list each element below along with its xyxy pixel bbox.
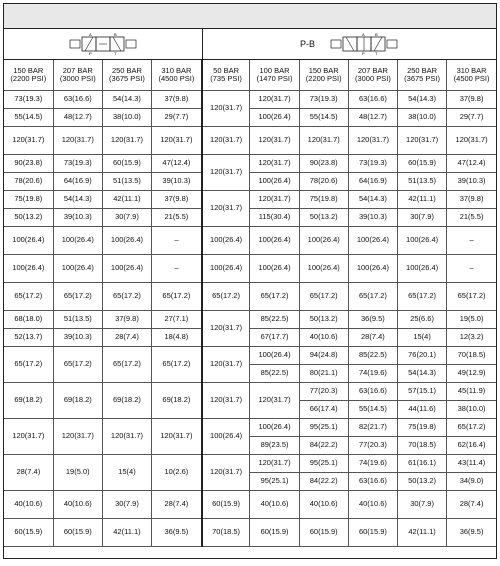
- table-cell: 100(26.4): [250, 255, 299, 283]
- table-row: [4, 173, 496, 191]
- port-label-p-b: P-B: [299, 39, 315, 49]
- table-cell: 120(31.7): [202, 383, 250, 419]
- table-cell: –: [152, 255, 202, 283]
- table-cell: 73(19.3): [53, 155, 102, 173]
- table-cell: 34(9.0): [447, 473, 496, 491]
- table-cell: 69(18.2): [102, 383, 151, 419]
- table-cell: 120(31.7): [447, 127, 496, 155]
- table-cell: 48(12.7): [348, 109, 397, 127]
- table-cell: 84(22.2): [299, 473, 348, 491]
- table-cell: 120(31.7): [53, 419, 102, 455]
- table-cell: 120(31.7): [202, 347, 250, 383]
- table-cell: 39(10.3): [447, 173, 496, 191]
- table-cell: 120(31.7): [202, 455, 250, 491]
- table-cell: 19(5.0): [53, 455, 102, 491]
- table-cell: 45(11.9): [447, 383, 496, 401]
- table-cell: 69(18.2): [53, 383, 102, 419]
- table-cell: 100(26.4): [102, 227, 151, 255]
- table-cell: 15(4): [102, 455, 151, 491]
- table-cell: 90(23.8): [299, 155, 348, 173]
- table-cell: 55(14.5): [299, 109, 348, 127]
- table-cell: 65(17.2): [152, 283, 202, 311]
- table-cell: 25(6.6): [398, 311, 447, 329]
- flow-rate-table: [4, 60, 496, 547]
- table-cell: 65(17.2): [250, 283, 299, 311]
- left-valve-group: [4, 29, 203, 59]
- table-cell: 28(7.4): [102, 329, 151, 347]
- table-cell: 65(17.2): [4, 283, 53, 311]
- table-cell: 50(13.2): [4, 209, 53, 227]
- table-cell: 28(7.4): [4, 455, 53, 491]
- table-cell: 60(15.9): [348, 519, 397, 547]
- table-cell: 95(25.1): [299, 455, 348, 473]
- table-cell: 120(31.7): [4, 127, 53, 155]
- table-cell: 75(19.8): [398, 419, 447, 437]
- table-cell: 39(10.3): [53, 329, 102, 347]
- table-cell: 63(16.6): [348, 383, 397, 401]
- table-cell: 54(14.3): [102, 91, 151, 109]
- table-cell: 37(9.8): [152, 191, 202, 209]
- table-cell: 42(11.1): [398, 519, 447, 547]
- table-row: [4, 519, 496, 547]
- table-cell: 63(16.6): [53, 91, 102, 109]
- table-cell: 42(11.1): [398, 191, 447, 209]
- table-cell: 39(10.3): [152, 173, 202, 191]
- table-cell: 70(18.5): [447, 347, 496, 365]
- table-cell: 65(17.2): [447, 419, 496, 437]
- table-cell: 38(10.0): [398, 109, 447, 127]
- table-cell: 63(16.6): [348, 91, 397, 109]
- table-cell: 62(16.4): [447, 437, 496, 455]
- table-cell: 39(10.3): [348, 209, 397, 227]
- table-cell: 42(11.1): [102, 191, 151, 209]
- table-cell: 40(10.6): [250, 491, 299, 519]
- valve-symbol-icon: [68, 33, 138, 55]
- table-cell: 120(31.7): [202, 127, 250, 155]
- table-cell: 66(17.4): [299, 401, 348, 419]
- table-cell: 67(17.7): [250, 329, 299, 347]
- table-cell: 120(31.7): [53, 127, 102, 155]
- table-cell: 65(17.2): [53, 347, 102, 383]
- table-cell: 100(26.4): [299, 227, 348, 255]
- table-cell: 64(16.9): [53, 173, 102, 191]
- table-cell: 40(10.6): [53, 491, 102, 519]
- table-cell: 65(17.2): [299, 283, 348, 311]
- table-cell: 120(31.7): [250, 127, 299, 155]
- table-cell: 51(13.5): [53, 311, 102, 329]
- table-cell: 60(15.9): [4, 519, 53, 547]
- column-header: 100 BAR (1470 PSI): [250, 60, 299, 91]
- table-cell: 120(31.7): [250, 155, 299, 173]
- svg-text:P: P: [362, 51, 365, 55]
- table-cell: 30(7.9): [102, 491, 151, 519]
- table-cell: 120(31.7): [102, 419, 151, 455]
- table-cell: 69(18.2): [152, 383, 202, 419]
- table-cell: 48(12.7): [53, 109, 102, 127]
- table-cell: 73(19.3): [299, 91, 348, 109]
- table-cell: 100(26.4): [348, 255, 397, 283]
- table-cell: 89(23.5): [250, 437, 299, 455]
- table-cell: 100(26.4): [102, 255, 151, 283]
- table-cell: 100(26.4): [250, 347, 299, 365]
- table-cell: 120(31.7): [348, 127, 397, 155]
- table-cell: 100(26.4): [250, 173, 299, 191]
- table-cell: 28(7.4): [348, 329, 397, 347]
- table-cell: 95(25.1): [250, 473, 299, 491]
- table-cell: 100(26.4): [348, 227, 397, 255]
- table-cell: 47(12.4): [152, 155, 202, 173]
- table-cell: 120(31.7): [250, 455, 299, 473]
- table-cell: 120(31.7): [4, 419, 53, 455]
- table-cell: 76(20.1): [398, 347, 447, 365]
- right-valve-group: [203, 29, 496, 59]
- svg-text:B: B: [375, 33, 378, 37]
- table-cell: 100(26.4): [250, 109, 299, 127]
- table-cell: 100(26.4): [250, 227, 299, 255]
- table-cell: 85(22.5): [250, 311, 299, 329]
- flow-rate-table-frame: [3, 3, 497, 559]
- table-cell: 100(26.4): [53, 255, 102, 283]
- table-cell: 39(10.3): [53, 209, 102, 227]
- column-header: 310 BAR (4500 PSI): [447, 60, 496, 91]
- table-row: [4, 347, 496, 365]
- table-cell: 15(4): [398, 329, 447, 347]
- table-cell: 60(15.9): [202, 491, 250, 519]
- table-cell: 90(23.8): [4, 155, 53, 173]
- table-cell: 100(26.4): [250, 419, 299, 437]
- column-header: 207 BAR (3000 PSI): [348, 60, 397, 91]
- table-cell: 28(7.4): [447, 491, 496, 519]
- table-cell: 38(10.0): [102, 109, 151, 127]
- table-cell: 50(13.2): [299, 209, 348, 227]
- table-cell: 40(10.6): [348, 491, 397, 519]
- table-cell: 36(9.5): [152, 519, 202, 547]
- table-cell: 95(25.1): [299, 419, 348, 437]
- table-cell: 60(15.9): [53, 519, 102, 547]
- table-cell: 85(22.5): [348, 347, 397, 365]
- table-cell: 21(5.5): [447, 209, 496, 227]
- table-cell: 68(18.0): [4, 311, 53, 329]
- table-cell: 19(5.0): [447, 311, 496, 329]
- table-cell: 65(17.2): [102, 347, 151, 383]
- table-cell: 40(10.6): [299, 329, 348, 347]
- table-cell: 37(9.8): [447, 91, 496, 109]
- table-cell: 82(21.7): [348, 419, 397, 437]
- table-cell: 54(14.3): [348, 191, 397, 209]
- table-cell: 40(10.6): [4, 491, 53, 519]
- table-cell: 60(15.9): [250, 519, 299, 547]
- table-cell: 78(20.6): [4, 173, 53, 191]
- column-header: 150 BAR (2200 PSI): [4, 60, 53, 91]
- table-cell: 115(30.4): [250, 209, 299, 227]
- table-cell: 12(3.2): [447, 329, 496, 347]
- table-cell: 40(10.6): [299, 491, 348, 519]
- table-cell: 120(31.7): [152, 419, 202, 455]
- table-cell: 60(15.9): [299, 519, 348, 547]
- table-row: [4, 455, 496, 473]
- table-cell: 37(9.8): [102, 311, 151, 329]
- title-bar: [4, 4, 496, 29]
- table-cell: 100(26.4): [398, 255, 447, 283]
- table-cell: 75(19.8): [4, 191, 53, 209]
- table-cell: 120(31.7): [250, 383, 299, 419]
- table-row: [4, 329, 496, 347]
- table-cell: 120(31.7): [398, 127, 447, 155]
- table-row: [4, 209, 496, 227]
- table-cell: 85(22.5): [250, 365, 299, 383]
- table-cell: 10(2.6): [152, 455, 202, 491]
- table-cell: 21(5.5): [152, 209, 202, 227]
- table-cell: 57(15.1): [398, 383, 447, 401]
- table-row: [4, 283, 496, 311]
- table-cell: 29(7.7): [447, 109, 496, 127]
- table-row: [4, 255, 496, 283]
- column-header: 250 BAR (3675 PSI): [102, 60, 151, 91]
- table-cell: 100(26.4): [202, 227, 250, 255]
- column-header: 250 BAR (3675 PSI): [398, 60, 447, 91]
- table-cell: 100(26.4): [202, 419, 250, 455]
- table-cell: 100(26.4): [299, 255, 348, 283]
- table-cell: 100(26.4): [4, 255, 53, 283]
- table-cell: 100(26.4): [4, 227, 53, 255]
- table-cell: 65(17.2): [447, 283, 496, 311]
- svg-text:A: A: [362, 33, 365, 37]
- table-cell: 77(20.3): [299, 383, 348, 401]
- table-cell: 120(31.7): [202, 311, 250, 347]
- table-cell: 65(17.2): [398, 283, 447, 311]
- table-cell: 38(10.0): [447, 401, 496, 419]
- table-cell: 60(15.9): [398, 155, 447, 173]
- table-row: [4, 127, 496, 155]
- table-cell: 55(14.5): [4, 109, 53, 127]
- table-cell: 100(26.4): [53, 227, 102, 255]
- table-cell: 64(16.9): [348, 173, 397, 191]
- table-cell: 100(26.4): [202, 255, 250, 283]
- table-cell: 73(19.3): [4, 91, 53, 109]
- table-cell: 120(31.7): [152, 127, 202, 155]
- table-cell: 120(31.7): [250, 191, 299, 209]
- table-cell: 30(7.9): [398, 209, 447, 227]
- table-cell: 18(4.8): [152, 329, 202, 347]
- valve-symbol-header: [4, 29, 496, 60]
- column-header: 310 BAR (4500 PSI): [152, 60, 202, 91]
- table-cell: 27(7.1): [152, 311, 202, 329]
- table-cell: 37(9.8): [152, 91, 202, 109]
- table-cell: 54(14.3): [398, 91, 447, 109]
- table-cell: 30(7.9): [102, 209, 151, 227]
- table-cell: 74(19.6): [348, 365, 397, 383]
- table-cell: 69(18.2): [4, 383, 53, 419]
- table-cell: 55(14.5): [348, 401, 397, 419]
- table-cell: 54(14.3): [53, 191, 102, 209]
- table-cell: 120(31.7): [299, 127, 348, 155]
- table-cell: –: [447, 227, 496, 255]
- table-row: [4, 191, 496, 209]
- table-cell: 30(7.9): [398, 491, 447, 519]
- table-cell: 54(14.3): [398, 365, 447, 383]
- table-cell: 43(11.4): [447, 455, 496, 473]
- table-cell: 50(13.2): [398, 473, 447, 491]
- table-cell: 100(26.4): [398, 227, 447, 255]
- table-cell: 65(17.2): [102, 283, 151, 311]
- table-cell: 63(16.6): [348, 473, 397, 491]
- table-cell: 47(12.4): [447, 155, 496, 173]
- table-cell: 120(31.7): [102, 127, 151, 155]
- table-cell: –: [152, 227, 202, 255]
- table-cell: 36(9.5): [447, 519, 496, 547]
- table-cell: 120(31.7): [202, 155, 250, 191]
- table-cell: 74(19.6): [348, 455, 397, 473]
- table-cell: 44(11.6): [398, 401, 447, 419]
- table-cell: 80(21.1): [299, 365, 348, 383]
- column-header: 207 BAR (3000 PSI): [53, 60, 102, 91]
- table-cell: –: [447, 255, 496, 283]
- table-cell: 65(17.2): [4, 347, 53, 383]
- table-cell: 84(22.2): [299, 437, 348, 455]
- table-cell: 29(7.7): [152, 109, 202, 127]
- table-cell: 78(20.6): [299, 173, 348, 191]
- table-cell: 36(9.5): [348, 311, 397, 329]
- column-header-row: [4, 60, 496, 91]
- table-cell: 28(7.4): [152, 491, 202, 519]
- table-cell: 65(17.2): [53, 283, 102, 311]
- table-row: [4, 109, 496, 127]
- table-cell: 51(13.5): [398, 173, 447, 191]
- table-cell: 120(31.7): [202, 191, 250, 227]
- table-cell: 51(13.5): [102, 173, 151, 191]
- table-cell: 120(31.7): [202, 91, 250, 127]
- table-cell: 50(13.2): [299, 311, 348, 329]
- table-cell: 42(11.1): [102, 519, 151, 547]
- table-cell: 65(17.2): [202, 283, 250, 311]
- table-row: [4, 91, 496, 109]
- table-row: [4, 227, 496, 255]
- table-row: [4, 491, 496, 519]
- table-row: [4, 311, 496, 329]
- table-cell: 49(12.9): [447, 365, 496, 383]
- table-cell: 75(19.8): [299, 191, 348, 209]
- column-header: 150 BAR (2200 PSI): [299, 60, 348, 91]
- table-cell: 70(18.5): [202, 519, 250, 547]
- table-row: [4, 419, 496, 437]
- table-cell: 77(20.3): [348, 437, 397, 455]
- column-header: 50 BAR (735 PSI): [202, 60, 250, 91]
- svg-text:P: P: [89, 51, 92, 55]
- table-cell: 52(13.7): [4, 329, 53, 347]
- svg-text:A: A: [89, 33, 92, 37]
- svg-text:T: T: [375, 51, 378, 55]
- svg-text:T: T: [114, 51, 117, 55]
- table-cell: 61(16.1): [398, 455, 447, 473]
- table-cell: 65(17.2): [348, 283, 397, 311]
- svg-text:B: B: [114, 33, 117, 37]
- table-cell: 37(9.8): [447, 191, 496, 209]
- table-cell: 73(19.3): [348, 155, 397, 173]
- table-row: [4, 383, 496, 401]
- table-cell: 60(15.9): [102, 155, 151, 173]
- table-cell: 65(17.2): [152, 347, 202, 383]
- valve-symbol-icon: [329, 33, 399, 55]
- table-cell: 94(24.8): [299, 347, 348, 365]
- table-row: [4, 155, 496, 173]
- table-cell: 120(31.7): [250, 91, 299, 109]
- table-body: [4, 91, 496, 547]
- table-cell: 70(18.5): [398, 437, 447, 455]
